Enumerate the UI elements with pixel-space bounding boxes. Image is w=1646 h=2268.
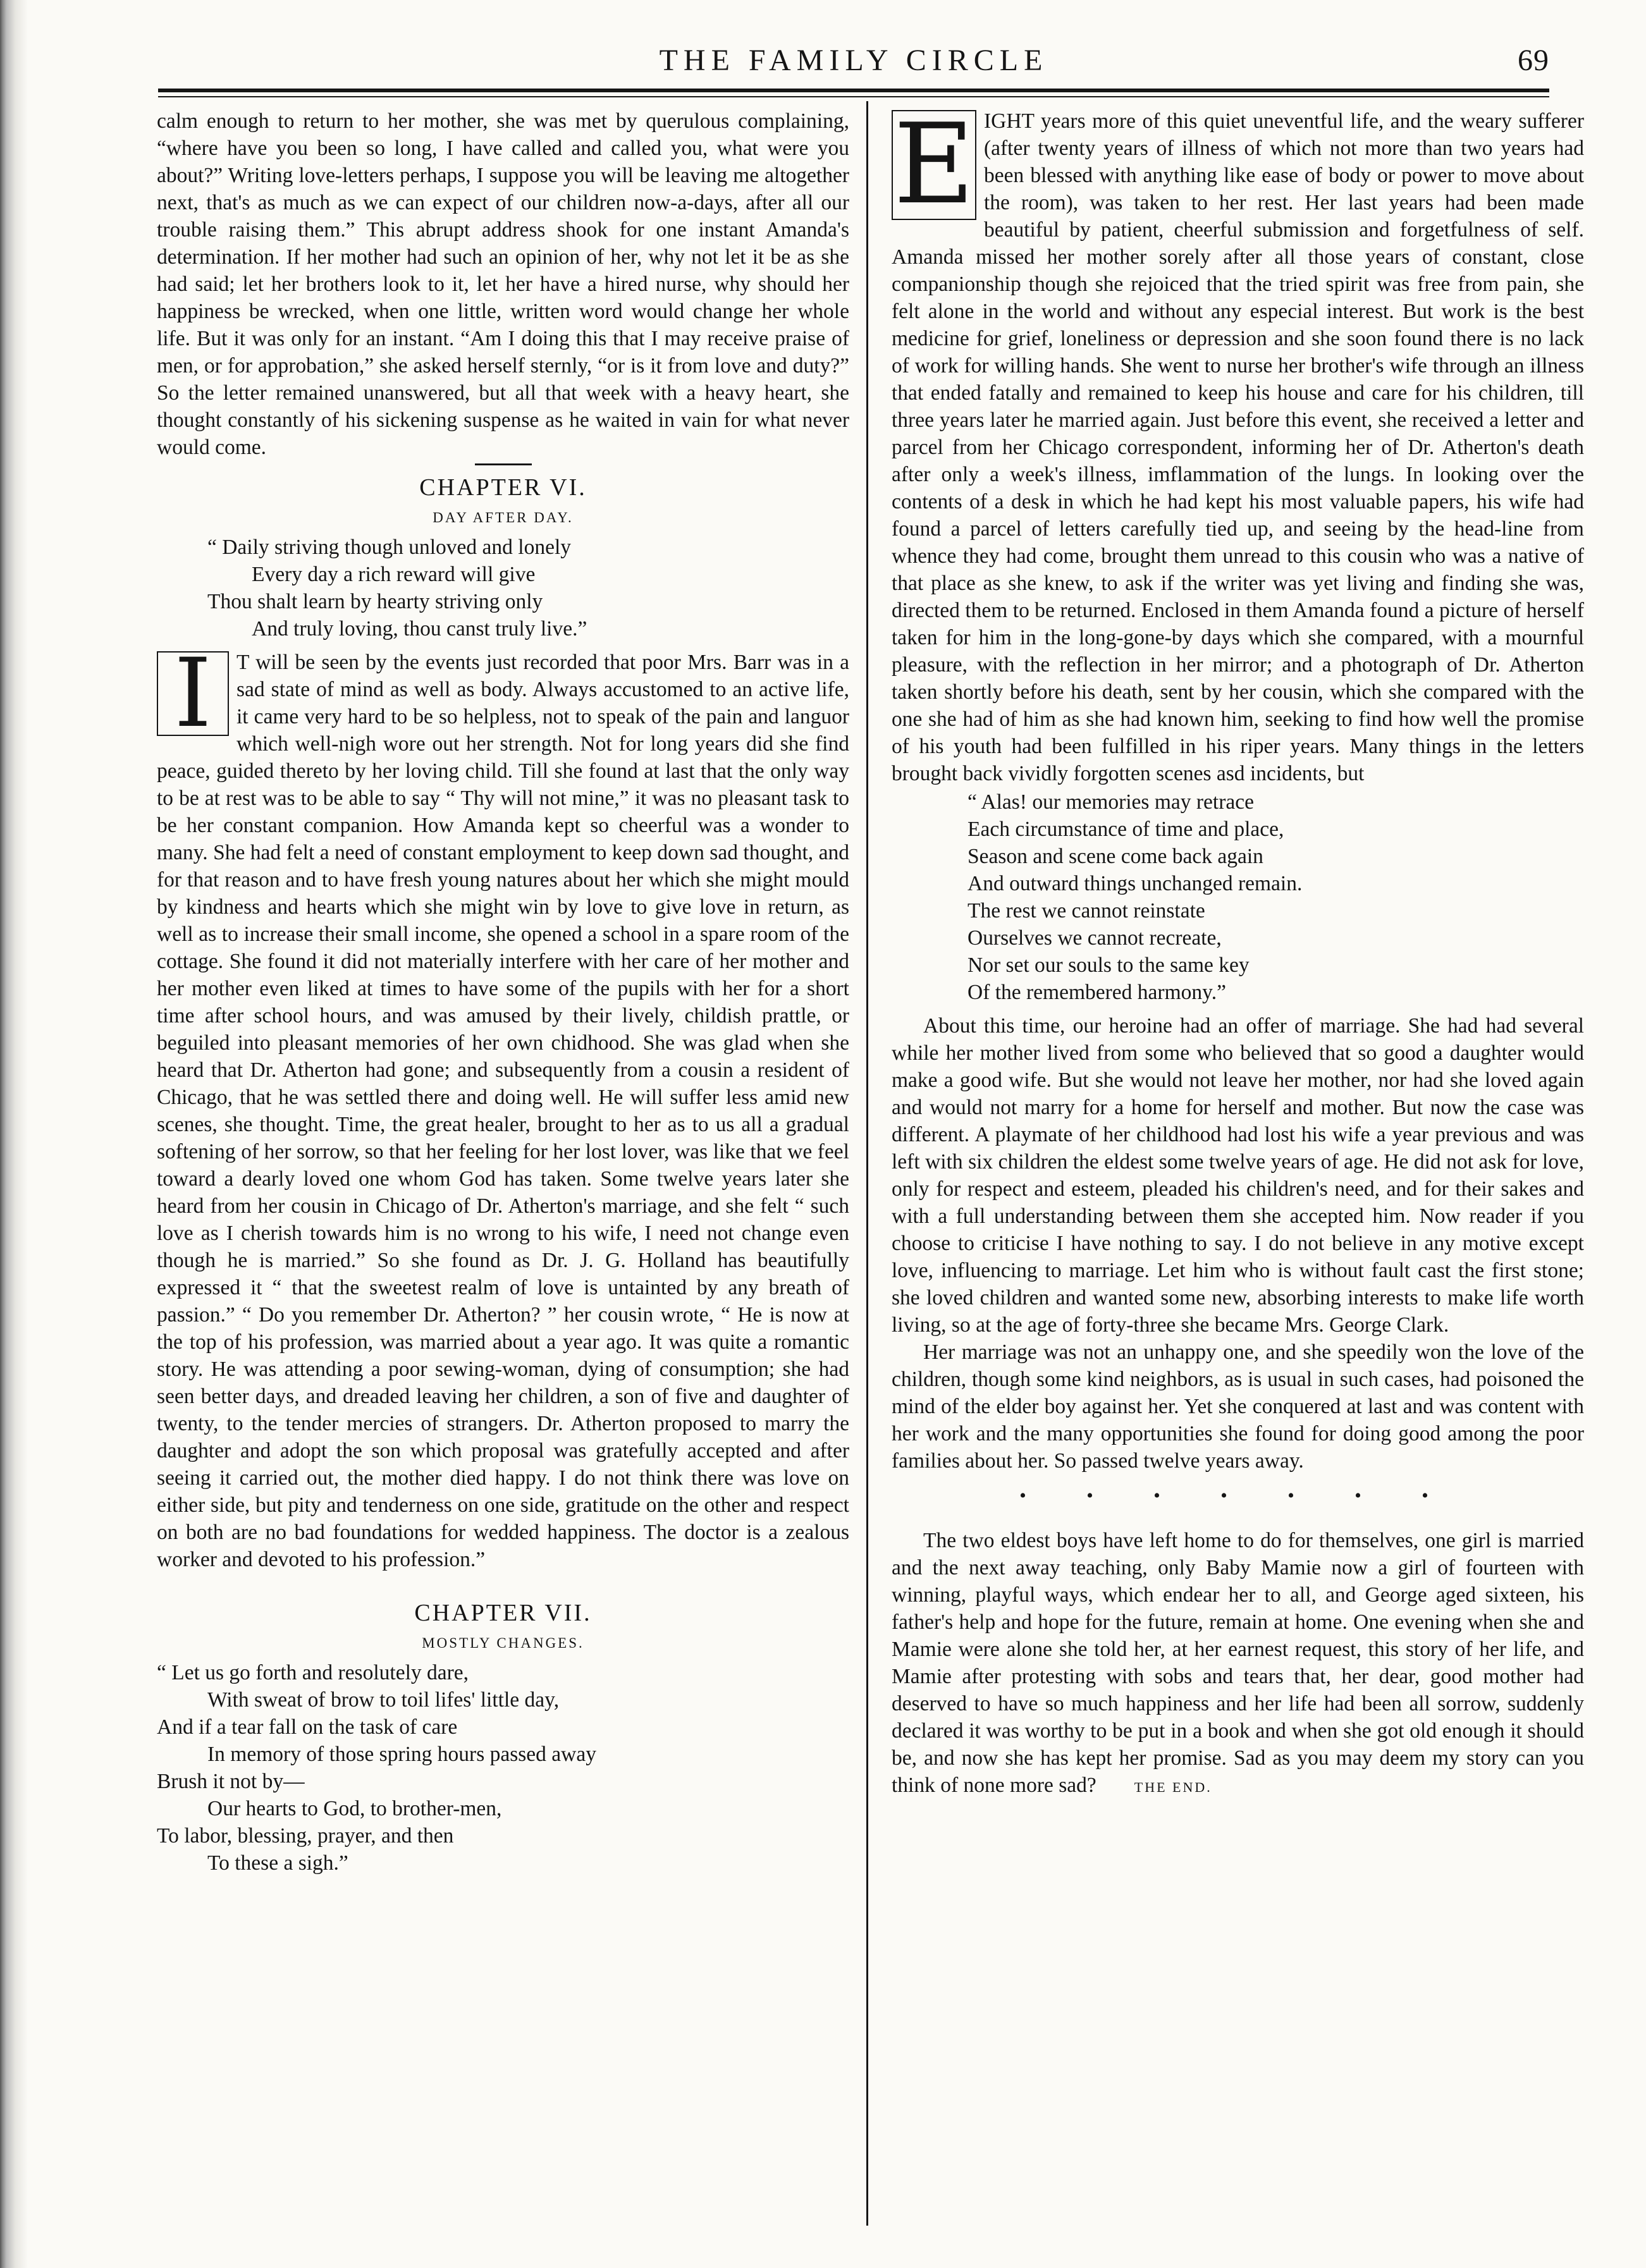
paragraph — [157, 639, 849, 1573]
poem-line: With sweat of brow to toil lifes' little day, — [207, 1688, 560, 1712]
poem-line: Each circumstance of time and place, — [967, 818, 1284, 841]
header-rule-thin — [158, 96, 1549, 97]
column-divider — [866, 101, 868, 2226]
poem-line: Season and scene come back again — [967, 845, 1263, 868]
spacer — [157, 1573, 849, 1596]
left-column — [157, 107, 849, 1883]
poem-line: Thou shalt learn by hearty striving only — [207, 590, 543, 613]
paragraph — [892, 1527, 1584, 1801]
drop-cap-initial: E — [892, 110, 976, 220]
quoted-verse — [892, 788, 1584, 1006]
poem-line: Ourselves we cannot recreate, — [967, 926, 1222, 950]
chapter-7-subtitle: MOSTLY CHANGES. — [422, 1635, 584, 1651]
poem-line: And truly loving, thou canst truly live.” — [252, 617, 587, 641]
section-divider — [475, 463, 532, 465]
poem-line: “ Daily striving though unloved and lonely — [207, 536, 571, 559]
poem-line: Brush it not by— — [157, 1770, 305, 1793]
paragraph: About this time, our heroine had an offer of marriage. She had had several while her mother lived from some who believed that so good a daughter would make a good wife. But she would not leave her mother, nor had she loved again and would not marry for a home for herself and mother. But now the case was different. A playmate of her childhood had lost his wife a year previous and was left with six children the eldest some twelve years of age. He did not ask for love, only for respect and esteem, pleaded his children's need, and for their sakes and with a full understanding between them she accepted him. Now reader if you choose to criticise I have nothing to say. I do not believe in any motive except love, influencing to marriage. Let him who is without fault cast the first stone; she loved children and wanted some new, absorbing interests to make life worth living, so at the age of forty-three she became Mrs. George Clark. — [892, 1014, 1584, 1337]
paragraph-text: The two eldest boys have left home to do for themselves, one girl is married and the next away teaching, only Baby Mamie now a girl of fourteen with winning, playful ways, which endear her to all, and George aged sixteen, his father's help and hope for the future, remain at home. One evening when she and Mamie were alone she told her, at her earnest request, this story of her life, and Mamie after protesting with sobs and tears that, her dear, good mother had deserved to have so much happiness and her life had been all sorrow, suddenly declared it was worthy to be put in a book and when she got old enough it should be, and now she has kept her promise. Sad as you may deem my story can you think of none more sad? — [892, 1529, 1584, 1797]
poem-line: “ Alas! our memories may retrace — [967, 790, 1254, 814]
paragraph-text: T will be seen by the events just recorded that poor Mrs. Barr was in a sad state of mind as well as body. Always accustomed to an active life, it came very hard to be so helpless, not to speak of the pain and languor which well-nigh wore out her strength. Not for long years did she find peace, guided thereto by her loving child. Till she found at last that the only way to be at rest was to be able to say “ Thy will not mine,” it was no pleasant task to be her constant companion. How Amanda kept so cheerful was a wonder to many. She had felt a need of constant employment to keep down sad thought, and for that reason and to have fresh young natures about her which she might mould by kindness and hearts which she might win by love to give love in return, as well as to increase their small income, she opened a school in a spare room of the cottage. She found it did not materially interfere with her care of her mother and her mother even liked at times to have some of the pupils with her for a short time after school hours, and was amused by their lively, childish prattle, or beguiled into pleasant memories of her own chidhood. She was glad when she heard that Dr. Atherton had gone; and subsequently from a cousin a resident of Chicago, that he was settled there and doing well. He will suffer less amid new scenes, she thought. Time, the great healer, brought to her as to us all a gradual softening of her sorrow, so that her feeling for her lost lover, was like that we feel toward a dearly loved one whom God has taken. Some twelve years later she heard from her cousin in Chicago of Dr. Atherton's marriage, and she felt “ such love as I cherish towards him is no wrong to his wife, I need not change even though he is married.” So she found as Dr. J. G. Holland has beautifully expressed it “ that the sweetest realm of love is untainted by any breath of passion.” “ Do you remember Dr. Atherton? ” her cousin wrote, “ He is now at the top of his profession, was married about a year ago. It was quite a romantic story. He was attending a poor sewing-woman, dying of consumption; she had seen better days, and dreaded leaving her children, a son of five and daughter of twenty, to the tender mercies of strangers. Dr. Atherton proposed to marry the daughter and adopt the son which proposal was gratefully accepted and after seeing it carried out, the mother died happy. I do not think there was love on either side, but pity and tenderness on one side, gratitude on the other and respect on both are no bad foundations for wedded happiness. The doctor is a zealous worker and devoted to his profession.” — [157, 651, 849, 1571]
right-column — [892, 101, 1584, 1801]
drop-cap-initial: I — [157, 651, 229, 736]
poem-line: And if a tear fall on the task of care — [157, 1715, 458, 1739]
chapter-7-title: CHAPTER VII. — [414, 1600, 592, 1626]
chapter-7-epigraph — [157, 1659, 849, 1877]
page-header — [158, 43, 1549, 87]
header-rule-thick — [158, 89, 1549, 92]
poem-line: To labor, blessing, prayer, and then — [157, 1824, 454, 1848]
poem-line: In memory of those spring hours passed away — [207, 1743, 596, 1766]
poem-line: Of the remembered harmony.” — [967, 981, 1226, 1004]
paragraph: calm enough to return to her mother, she was met by querulous complaining, “where have you been so long, I have called and called you, what were you about?” Writing love-letters perhaps, I suppose you will be leaving me altogether next, that's as much as we can expect of our children now-a-days, after all our trouble raising them.” This abrupt address shook for one instant Amanda's determination. If her mother had such an opinion of her, why not let it be as she had said; let her brothers look to it, let her have a hired nurse, why should her happiness be wrecked, when one little, written word would change her whole life. But it was only for an instant. “Am I doing this that I may receive praise of men, or for approbation,” she asked herself sternly, “or is it from love and duty?” So the letter remained unanswered, but all that week with a heavy heart, she thought constantly of his sickening suspense as he waited in vain for what never would come. — [157, 109, 849, 459]
poem-line: “ Let us go forth and resolutely dare, — [157, 1661, 469, 1684]
page-number: 69 — [1518, 44, 1549, 77]
paragraph-text: IGHT years more of this quiet uneventful life, and the weary sufferer (after twenty years of illness of which not more than two years had been blessed with anything like ease of body or power to move about the room), was taken to her rest. Her last years had been made beautiful by patient, cheerful submission and forgetfulness of self. Amanda missed her mother sorely after all those years of constant, close companionship though she rejoiced that the tried spirit was free from pain, she felt alone in the world and without any especial interest. But work is the best medicine for grief, loneliness or depression and she soon found there is no lack of work for willing hands. She went to nurse her brother's wife through an illness that ended fatally and remained to keep his house and care for his children, till three years later he married again. Just before this event, she received a letter and parcel from her Chicago correspondent, informing her of Dr. Atherton's death after only a week's illness, imflammation of the lungs. In looking over the contents of a desk in which he had kept his most valuable papers, his wife had found a parcel of letters carefully tied up, and seeing by the head-line from whence they had come, brought them unread to this cousin who was a native of that place as she knew, to ask if the writer was yet living and finding she was, directed them to be returned. Enclosed in them Amanda found a picture of herself taken for him in the long-gone-by days which she compared, with a mournful pleasure, with the reflection in her mirror; and a photograph of Dr. Atherton taken shortly before his death, sent by her cousin, which she compared with the one she had of him as she had known him, seeking to find how well the promise of his youth had been fulfilled in his riper years. Many things in the letters brought back vividly forgotten scenes asd incidents, but — [892, 109, 1584, 785]
paragraph: Her marriage was not an unhappy one, and she speedily won the love of the children, though some kind neighbors, as is usual in such cases, had poisoned the mind of the elder boy against her. Yet she conquered at last and was content with her work and the many opportunities she found for doing good among the poor families about her. So passed twelve years away. — [892, 1340, 1584, 1473]
poem-line: Our hearts to God, to brother-men, — [207, 1797, 502, 1820]
the-end-mark: THE END. — [1134, 1779, 1212, 1795]
poem-line: Nor set our souls to the same key — [967, 953, 1250, 977]
publication-title: THE FAMILY CIRCLE — [659, 44, 1048, 77]
chapter-6-title: CHAPTER VI. — [419, 474, 587, 501]
section-break-stars: • • • • • • • — [1019, 1485, 1456, 1506]
poem-line: To these a sigh.” — [207, 1851, 348, 1875]
poem-line: Every day a rich reward will give — [252, 563, 536, 586]
poem-line: The rest we cannot reinstate — [967, 899, 1205, 923]
binding-edge — [0, 0, 28, 2268]
chapter-6-subtitle: DAY AFTER DAY. — [433, 510, 574, 525]
paragraph — [892, 101, 1584, 787]
chapter-6-epigraph — [157, 534, 849, 642]
poem-line: And outward things unchanged remain. — [967, 872, 1303, 895]
